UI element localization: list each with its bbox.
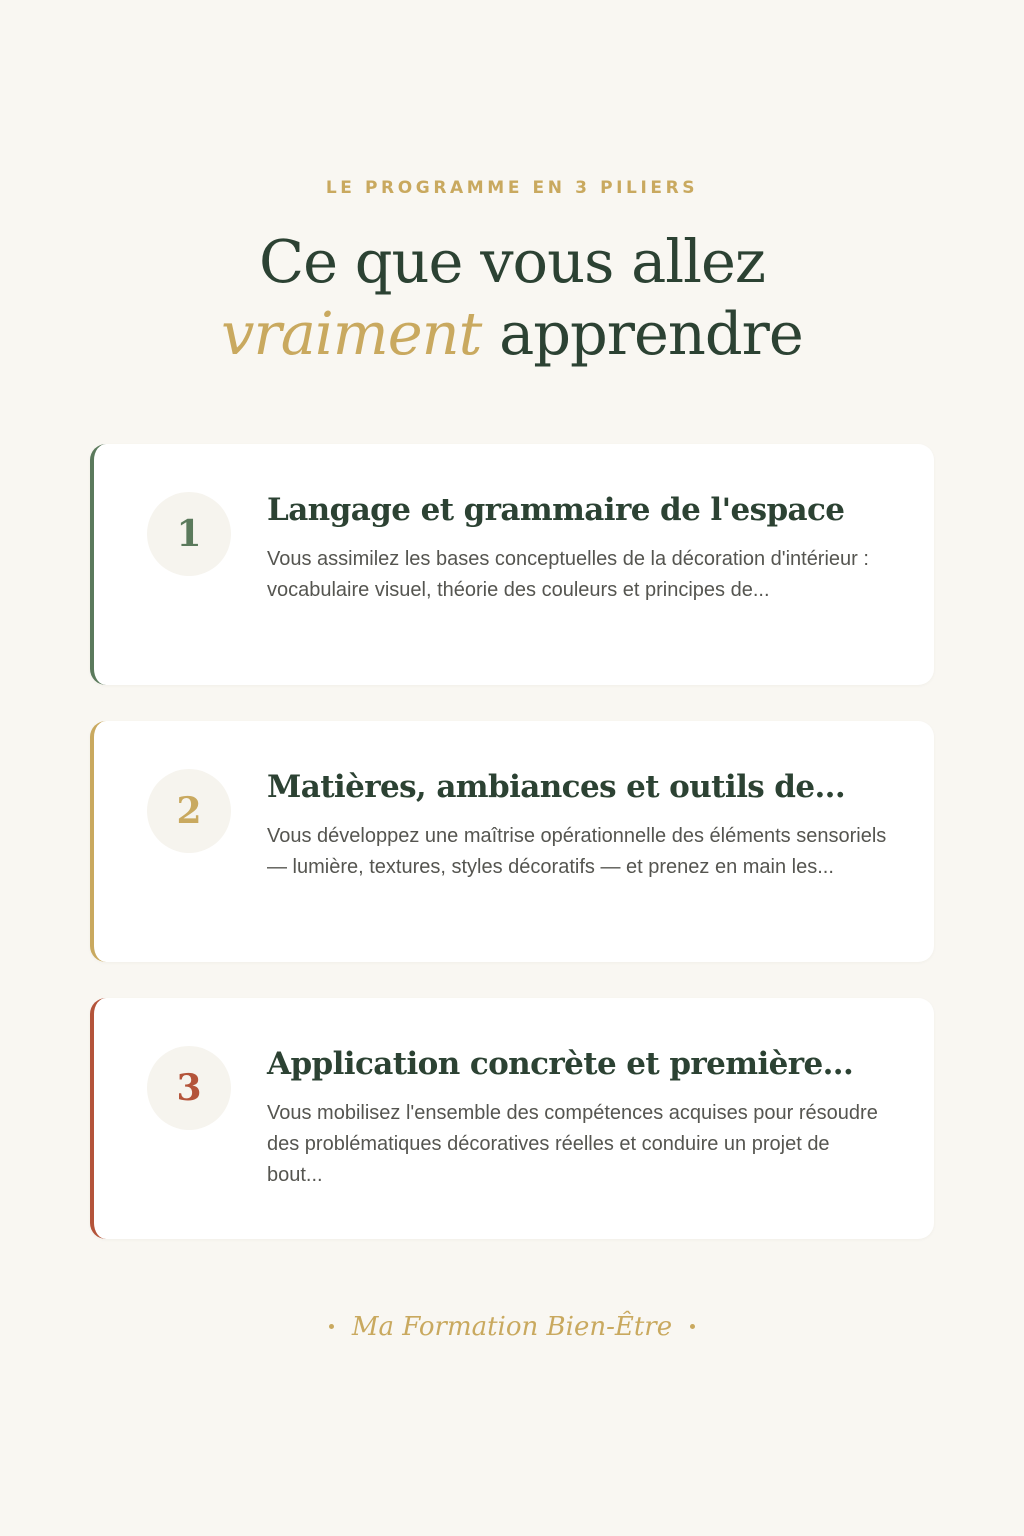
footer-brand <box>0 1312 1024 1342</box>
section-eyebrow: LE PROGRAMME EN 3 PILIERS <box>325 178 699 198</box>
pillar-card-2 <box>90 721 934 962</box>
title-accent-word: vraiment <box>221 299 482 368</box>
footer-brand-name: Ma Formation Bien-Être <box>351 1312 673 1342</box>
dot-separator-left <box>329 1324 334 1329</box>
pillar-number-badge: 3 <box>147 1046 231 1130</box>
pillar-number-badge: 1 <box>147 492 231 576</box>
pillar-card-1 <box>90 444 934 685</box>
title-line-1: Ce que vous allez <box>258 227 766 296</box>
pillar-title: Langage et grammaire de l'espace <box>267 492 845 528</box>
pillar-title: Matières, ambiances et outils de... <box>267 769 846 805</box>
pillar-title: Application concrète et première... <box>267 1046 854 1082</box>
pillar-card-3 <box>90 998 934 1239</box>
pillar-number-badge: 2 <box>147 769 231 853</box>
pillar-description: Vous assimilez les bases conceptuelles de la décoration d'intérieur : vocabulaire visuel, théorie des couleurs et principes de... <box>267 548 869 601</box>
title-line-2-rest: apprendre <box>481 299 803 368</box>
pillar-description: Vous mobilisez l'ensemble des compétences acquises pour résoudre des problématiques décoratives réelles et conduire un projet de bout... <box>267 1102 878 1186</box>
pillar-description: Vous développez une maîtrise opérationnelle des éléments sensoriels — lumière, textures, styles décoratifs — et prenez en main les... <box>267 825 887 878</box>
title-line-2 <box>0 298 1024 370</box>
page-title <box>0 226 1024 370</box>
dot-separator-right <box>690 1324 695 1329</box>
